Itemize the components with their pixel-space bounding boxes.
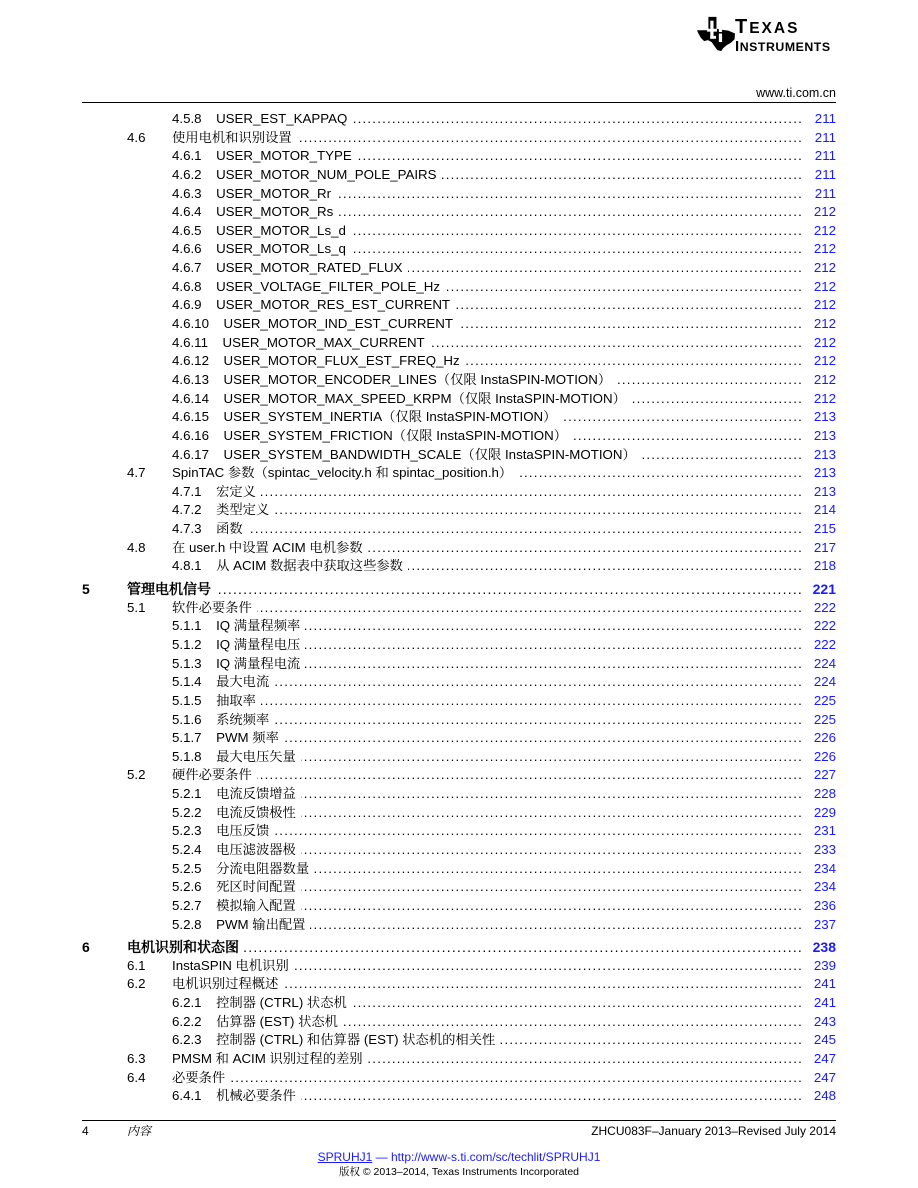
toc-entry-title: USER_MOTOR_IND_EST_CURRENT: [223, 316, 454, 332]
toc-page-link[interactable]: 225: [813, 692, 836, 708]
toc-entry-number: 4.6.16: [172, 427, 209, 443]
toc-entry[interactable]: [172, 617, 836, 636]
toc-page-link[interactable]: 224: [813, 655, 836, 671]
toc-entry-number: 5.2.1: [172, 786, 202, 802]
toc-page-link[interactable]: 212: [813, 278, 836, 294]
toc-entry-number: 5.2.2: [172, 804, 202, 820]
toc-entry[interactable]: [172, 916, 836, 935]
toc-page-link[interactable]: 241: [813, 976, 836, 992]
toc-page-link[interactable]: 234: [813, 860, 836, 876]
toc-entry-title: USER_MOTOR_NUM_POLE_PAIRS: [216, 166, 437, 182]
toc-entry-number: 4.6.7: [172, 260, 202, 276]
toc-entry-number: 4.6.8: [172, 278, 202, 294]
toc-entry[interactable]: [172, 278, 836, 297]
toc-entry-title: PMSM 和 ACIM 识别过程的差别: [172, 1051, 363, 1067]
toc-entry-number: 4.6.10: [172, 316, 209, 332]
toc-entry[interactable]: [172, 729, 836, 748]
toc-entry-number: 6.2.1: [172, 995, 202, 1011]
footer-document-id: ZHCU083F–January 2013–Revised July 2014: [591, 1124, 836, 1138]
toc-page-link[interactable]: 237: [813, 916, 836, 932]
toc-entry[interactable]: [172, 636, 836, 655]
toc-entry-title: 抽取率: [216, 692, 256, 708]
toc-dot-leader: [352, 110, 803, 129]
toc-entry-number: 6.1: [127, 957, 146, 973]
toc-entry-title: USER_MOTOR_MAX_CURRENT: [222, 334, 425, 350]
toc-entry[interactable]: [127, 1069, 836, 1088]
toc-dot-leader: [244, 938, 803, 957]
toc-page-link[interactable]: 227: [813, 767, 836, 783]
toc-dot-leader: [305, 655, 803, 674]
toc-dot-leader: [261, 483, 803, 502]
toc-page-link[interactable]: 241: [813, 995, 836, 1011]
toc-entry[interactable]: [127, 1050, 836, 1069]
toc-entry-number: 5.1.4: [172, 674, 202, 690]
toc-entry-number: 5.1.5: [172, 692, 202, 708]
footer-separator: —: [375, 1150, 388, 1164]
toc-page-link[interactable]: 226: [813, 748, 836, 764]
footer-links: [0, 1150, 918, 1164]
toc-entry-title: 函数: [216, 521, 243, 537]
toc-page-link[interactable]: 212: [813, 371, 836, 387]
toc-entry-number: 5.2.3: [172, 823, 202, 839]
toc-entry-number: 4.7.1: [172, 483, 202, 499]
toc-entry-title: 在 user.h 中设置 ACIM 电机参数: [172, 539, 363, 555]
toc-entry-title: IQ 满量程电流: [216, 655, 301, 671]
toc-entry[interactable]: [172, 655, 836, 674]
toc-entry[interactable]: [172, 897, 836, 916]
page-header: [0, 0, 918, 104]
toc-entry[interactable]: [172, 994, 836, 1013]
toc-entry-number: 4.6.14: [172, 390, 209, 406]
toc-entry-number: 5.1.8: [172, 748, 202, 764]
toc-entry-number: 5.2.5: [172, 860, 202, 876]
toc-dot-leader: [408, 259, 803, 278]
toc-entry-number: 4.6.6: [172, 241, 202, 257]
toc-entry[interactable]: [127, 464, 836, 483]
toc-dot-leader: [352, 994, 803, 1013]
toc-entry[interactable]: [172, 446, 836, 465]
toc-page-link[interactable]: 212: [813, 222, 836, 238]
toc-page-link[interactable]: 234: [813, 879, 836, 895]
toc-entry-number: 4.6.12: [172, 353, 209, 369]
toc-entry[interactable]: [172, 520, 836, 539]
toc-dot-leader: [301, 804, 803, 823]
toc-entry-number: 4.6.4: [172, 204, 202, 220]
toc-entry-number: 6.2: [127, 976, 146, 992]
toc-dot-leader: [445, 278, 803, 297]
toc-entry[interactable]: [172, 483, 836, 502]
toc-entry-title: 系统频率: [216, 711, 270, 727]
toc-entry-title: USER_MOTOR_FLUX_EST_FREQ_Hz: [223, 353, 460, 369]
toc-dot-leader: [616, 371, 803, 390]
toc-entry[interactable]: [172, 371, 836, 390]
toc-dot-leader: [301, 897, 803, 916]
toc-entry-number: 4.5.8: [172, 111, 202, 126]
toc-dot-leader: [310, 916, 803, 935]
toc-entry[interactable]: [127, 129, 836, 148]
toc-page-link[interactable]: 229: [813, 804, 836, 820]
toc-entry[interactable]: [172, 110, 836, 129]
toc-page-link[interactable]: 212: [813, 390, 836, 406]
toc-dot-leader: [294, 957, 803, 976]
toc-entry-number: 6.2.3: [172, 1032, 202, 1048]
copyright-notice: 版权 © 2013–2014, Texas Instruments Incorporated: [338, 1166, 580, 1178]
toc-page-link[interactable]: 247: [813, 1051, 836, 1067]
toc-entry[interactable]: [172, 748, 836, 767]
toc-entry-number: 5.2: [127, 767, 146, 783]
toc-dot-leader: [338, 203, 803, 222]
toc-dot-leader: [261, 692, 803, 711]
toc-entry-number: 4.6.17: [172, 446, 209, 462]
toc-entry-title: 死区时间配置: [216, 879, 296, 895]
footer-divider: [82, 1120, 836, 1121]
toc-dot-leader: [257, 599, 803, 618]
toc-entry-number: 6: [82, 939, 90, 956]
toc-entry-number: 4.6.9: [172, 297, 202, 313]
toc-entry-title: USER_EST_KAPPAQ: [216, 111, 348, 126]
toc-entry-number: 4.7.2: [172, 502, 202, 518]
toc-dot-leader: [561, 408, 803, 427]
toc-dot-leader: [408, 557, 803, 576]
toc-entry[interactable]: [172, 785, 836, 804]
toc-dot-leader: [517, 464, 803, 483]
toc-dot-leader: [500, 1031, 803, 1050]
toc-page-link[interactable]: 218: [813, 558, 836, 574]
header-divider: [82, 102, 836, 103]
toc-entry-title: 估算器 (EST) 状态机: [216, 1013, 338, 1029]
toc-entry-title: 最大电流: [216, 674, 270, 690]
toc-entry-number: 4.8.1: [172, 558, 202, 574]
toc-page-link[interactable]: 236: [813, 897, 836, 913]
toc-page-link[interactable]: 213: [813, 483, 836, 499]
toc-entry-title: 机械必要条件: [216, 1088, 296, 1104]
footer-page-number: 4: [82, 1124, 89, 1138]
toc-dot-leader: [274, 501, 803, 520]
toc-dot-leader: [357, 147, 803, 166]
toc-dot-leader: [641, 446, 803, 465]
toc-entry[interactable]: [172, 259, 836, 278]
toc-entry-number: 4.6.3: [172, 185, 202, 201]
toc-page-link[interactable]: 212: [813, 334, 836, 350]
toc-entry-number: 5.1: [127, 599, 146, 615]
doc-number-link[interactable]: SPRUHJ1: [317, 1150, 373, 1164]
toc-entry-number: 4.8: [127, 539, 146, 555]
toc-page-link[interactable]: 212: [813, 297, 836, 313]
toc-entry[interactable]: [172, 711, 836, 730]
toc-page-link[interactable]: 213: [813, 427, 836, 443]
toc-entry[interactable]: [127, 599, 836, 618]
toc-entry-number: 6.2.2: [172, 1013, 202, 1029]
toc-entry-title: USER_SYSTEM_INERTIA（仅限 InstaSPIN-MOTION）: [223, 409, 557, 425]
toc-entry-title: 电机识别和状态图: [127, 939, 239, 956]
toc-entry[interactable]: [172, 240, 836, 259]
toc-entry-number: 5.1.3: [172, 655, 202, 671]
logo-text-instruments: INSTRUMENTS: [735, 38, 831, 55]
toc-entry-title: 分流电阻器数量: [216, 860, 310, 876]
toc-page-link[interactable]: 239: [813, 957, 836, 973]
toc-dot-leader: [283, 975, 803, 994]
toc-entry[interactable]: [172, 501, 836, 520]
toc-entry-title: 宏定义: [216, 483, 256, 499]
toc-entry[interactable]: [172, 557, 836, 576]
toc-dot-leader: [274, 673, 803, 692]
toc-entry[interactable]: [172, 185, 836, 204]
toc-entry-number: 4.6.2: [172, 166, 202, 182]
toc-page-link[interactable]: 221: [812, 581, 836, 598]
toc-dot-leader: [442, 166, 803, 185]
toc-page-link[interactable]: 215: [813, 521, 836, 537]
toc-dot-leader: [230, 1069, 803, 1088]
toc-entry-title: 最大电压矢量: [216, 748, 296, 764]
toc-page-link[interactable]: 228: [813, 786, 836, 802]
toc-entry[interactable]: [172, 390, 836, 409]
toc-entry-title: USER_SYSTEM_BANDWIDTH_SCALE（仅限 InstaSPIN-MOTION）: [223, 446, 636, 462]
toc-entry-title: USER_MOTOR_Ls_d: [216, 222, 346, 238]
toc-entry-number: 5.2.7: [172, 897, 202, 913]
toc-entry-title: 电流反馈增益: [216, 786, 296, 802]
toc-dot-leader: [274, 711, 803, 730]
toc-page-link[interactable]: 222: [813, 636, 836, 652]
toc-dot-leader: [297, 129, 803, 148]
toc-dot-leader: [430, 334, 803, 353]
toc-entry[interactable]: [127, 975, 836, 994]
toc-dot-leader: [248, 520, 803, 539]
website-url[interactable]: www.ti.com.cn: [756, 86, 836, 100]
toc-dot-leader: [314, 860, 803, 879]
toc-entry[interactable]: [172, 841, 836, 860]
toc-page-link[interactable]: 225: [813, 711, 836, 727]
toc-entry-number: 6.4: [127, 1069, 146, 1085]
toc-entry-number: 4.7.3: [172, 521, 202, 537]
toc-entry[interactable]: [172, 203, 836, 222]
toc-entry[interactable]: [172, 334, 836, 353]
toc-entry-title: USER_SYSTEM_FRICTION（仅限 InstaSPIN-MOTION）: [223, 427, 568, 443]
toc-entry[interactable]: [172, 692, 836, 711]
toc-page-link[interactable]: 222: [813, 618, 836, 634]
toc-entry-title: 电流反馈极性: [216, 804, 296, 820]
toc-entry-number: 5.1.1: [172, 618, 202, 634]
toc-page-link[interactable]: 211: [814, 166, 836, 182]
toc-dot-leader: [301, 785, 803, 804]
toc-entry-title: 模拟输入配置: [216, 897, 296, 913]
toc-entry[interactable]: [172, 860, 836, 879]
toc-entry[interactable]: [172, 166, 836, 185]
toc-entry-title: 必要条件: [172, 1069, 226, 1085]
toc-dot-leader: [216, 580, 803, 599]
toc-page-link[interactable]: 226: [813, 730, 836, 746]
toc-dot-leader: [458, 315, 803, 334]
toc-page-link[interactable]: 211: [814, 111, 836, 126]
toc-entry-number: 4.6.15: [172, 409, 209, 425]
toc-entry-title: USER_VOLTAGE_FILTER_POLE_Hz: [216, 278, 440, 294]
toc-page-link[interactable]: 213: [813, 465, 836, 481]
toc-page-link[interactable]: 212: [813, 241, 836, 257]
toc-page-link[interactable]: 231: [813, 823, 836, 839]
toc-entry-number: 5.1.2: [172, 636, 202, 652]
toc-entry[interactable]: [172, 296, 836, 315]
toc-dot-leader: [305, 617, 803, 636]
toc-entry-number: 6.4.1: [172, 1088, 202, 1104]
toc-entry-number: 4.6.1: [172, 148, 202, 164]
logo-text-texas: TEXAS: [735, 16, 800, 38]
toc-entry-title: USER_MOTOR_RATED_FLUX: [216, 260, 403, 276]
toc-dot-leader: [465, 352, 803, 371]
toc-page-link[interactable]: 224: [813, 674, 836, 690]
toc-page-link[interactable]: 212: [813, 316, 836, 332]
toc-entry-number: 4.6.5: [172, 222, 202, 238]
toc-dot-leader: [351, 240, 803, 259]
toc-entry-title: USER_MOTOR_RES_EST_CURRENT: [216, 297, 451, 313]
toc-dot-leader: [336, 185, 803, 204]
ti-texas-logo-icon: [697, 16, 735, 52]
toc-entry-title: 电压滤波器极: [216, 841, 296, 857]
toc-chapter-entry[interactable]: [82, 580, 836, 599]
toc-page-link[interactable]: 238: [812, 939, 836, 956]
toc-entry[interactable]: [172, 1031, 836, 1050]
toc-page-link[interactable]: 211: [814, 129, 836, 145]
toc-dot-leader: [455, 296, 803, 315]
toc-entry-title: USER_MOTOR_Rs: [216, 204, 334, 220]
toc-entry-title: 电机识别过程概述: [172, 976, 279, 992]
toc-dot-leader: [274, 822, 803, 841]
toc-page-link[interactable]: 217: [813, 539, 836, 555]
footer-section-name: 内容: [127, 1124, 152, 1138]
toc-page-link[interactable]: 213: [813, 446, 836, 462]
toc-dot-leader: [284, 729, 803, 748]
toc-dot-leader: [343, 1013, 803, 1032]
toc-entry[interactable]: [172, 1013, 836, 1032]
toc-entry-number: 4.7: [127, 465, 146, 481]
toc-entry-title: 使用电机和识别设置: [172, 129, 292, 145]
toc-entry[interactable]: [172, 804, 836, 823]
toc-entry-number: 5.1.7: [172, 730, 202, 746]
toc-entry-title: 管理电机信号: [127, 581, 211, 598]
toc-entry-number: 5.2.8: [172, 916, 202, 932]
toc-entry[interactable]: [172, 673, 836, 692]
toc-dot-leader: [257, 766, 803, 785]
toc-entry-title: InstaSPIN 电机识别: [172, 957, 289, 973]
toc-entry-title: USER_MOTOR_ENCODER_LINES（仅限 InstaSPIN-MOTION）: [223, 371, 612, 387]
toc-page-link[interactable]: 213: [813, 409, 836, 425]
toc-entry-number: 5.2.4: [172, 841, 202, 857]
toc-dot-leader: [305, 636, 803, 655]
toc-entry-title: 电压反馈: [216, 823, 270, 839]
toc-entry[interactable]: [172, 408, 836, 427]
toc-dot-leader: [368, 539, 803, 558]
toc-entry-title: USER_MOTOR_MAX_SPEED_KRPM（仅限 InstaSPIN-MOTION）: [223, 390, 626, 406]
toc-dot-leader: [301, 878, 803, 897]
toc-entry-title: 硬件必要条件: [172, 767, 252, 783]
toc-entry[interactable]: [172, 222, 836, 241]
toc-dot-leader: [351, 222, 803, 241]
toc-page-link[interactable]: 212: [813, 353, 836, 369]
toc-entry[interactable]: [127, 539, 836, 558]
toc-entry-title: PWM 频率: [216, 730, 279, 746]
toc-dot-leader: [368, 1050, 803, 1069]
toc-entry-title: 类型定义: [216, 502, 270, 518]
ti-logo-wordmark: [735, 16, 836, 56]
toc-page-link[interactable]: 211: [814, 185, 836, 201]
toc-entry[interactable]: [172, 427, 836, 446]
toc-entry-title: USER_MOTOR_Ls_q: [216, 241, 346, 257]
toc-page-link[interactable]: 211: [814, 148, 836, 164]
toc-dot-leader: [301, 748, 803, 767]
toc-entry-number: 4.6: [127, 129, 146, 145]
toc-page-link[interactable]: 222: [813, 599, 836, 615]
toc-entry-title: 控制器 (CTRL) 状态机: [216, 995, 347, 1011]
doc-url-link[interactable]: http://www-s.ti.com/sc/techlit/SPRUHJ1: [390, 1150, 601, 1164]
toc-entry[interactable]: [127, 766, 836, 785]
toc-entry[interactable]: [172, 1087, 836, 1106]
toc-entry[interactable]: [172, 878, 836, 897]
toc-entry-title: IQ 满量程频率: [216, 618, 301, 634]
toc-entry-title: 从 ACIM 数据表中获取这些参数: [216, 558, 403, 574]
toc-page-link[interactable]: 233: [813, 841, 836, 857]
toc-entry-title: IQ 满量程电压: [216, 636, 301, 652]
toc-entry-title: 控制器 (CTRL) 和估算器 (EST) 状态机的相关性: [216, 1032, 496, 1048]
toc-dot-leader: [572, 427, 803, 446]
toc-entry-number: 5.1.6: [172, 711, 202, 727]
toc-entry-number: 5: [82, 581, 90, 598]
toc-entry-title: PWM 输出配置: [216, 916, 306, 932]
toc-page-link[interactable]: 214: [813, 502, 836, 518]
toc-page-link[interactable]: 247: [813, 1069, 836, 1085]
toc-page-link[interactable]: 212: [813, 260, 836, 276]
toc-entry-number: 4.6.11: [172, 334, 208, 350]
toc-dot-leader: [301, 841, 803, 860]
toc-entry[interactable]: [172, 822, 836, 841]
toc-entry[interactable]: [172, 352, 836, 371]
toc-entry-title: USER_MOTOR_Rr: [216, 185, 332, 201]
toc-entry-title: USER_MOTOR_TYPE: [216, 148, 352, 164]
toc-entry-number: 5.2.6: [172, 879, 202, 895]
toc-entry[interactable]: [127, 957, 836, 976]
toc-entry[interactable]: [172, 315, 836, 334]
toc-chapter-entry[interactable]: [82, 938, 836, 957]
toc-entry-title: SpinTAC 参数（spintac_velocity.h 和 spintac_position.h）: [172, 465, 513, 481]
toc-entry-title: 软件必要条件: [172, 599, 252, 615]
toc-page-link[interactable]: 212: [813, 204, 836, 220]
toc-page-link[interactable]: 245: [813, 1032, 836, 1048]
table-of-contents: [0, 110, 918, 1106]
toc-entry-number: 4.6.13: [172, 371, 209, 387]
toc-dot-leader: [301, 1087, 803, 1106]
toc-dot-leader: [631, 390, 803, 409]
toc-page-link[interactable]: 248: [813, 1088, 836, 1104]
toc-entry-number: 6.3: [127, 1051, 146, 1067]
toc-page-link[interactable]: 243: [813, 1013, 836, 1029]
toc-entry[interactable]: [172, 147, 836, 166]
